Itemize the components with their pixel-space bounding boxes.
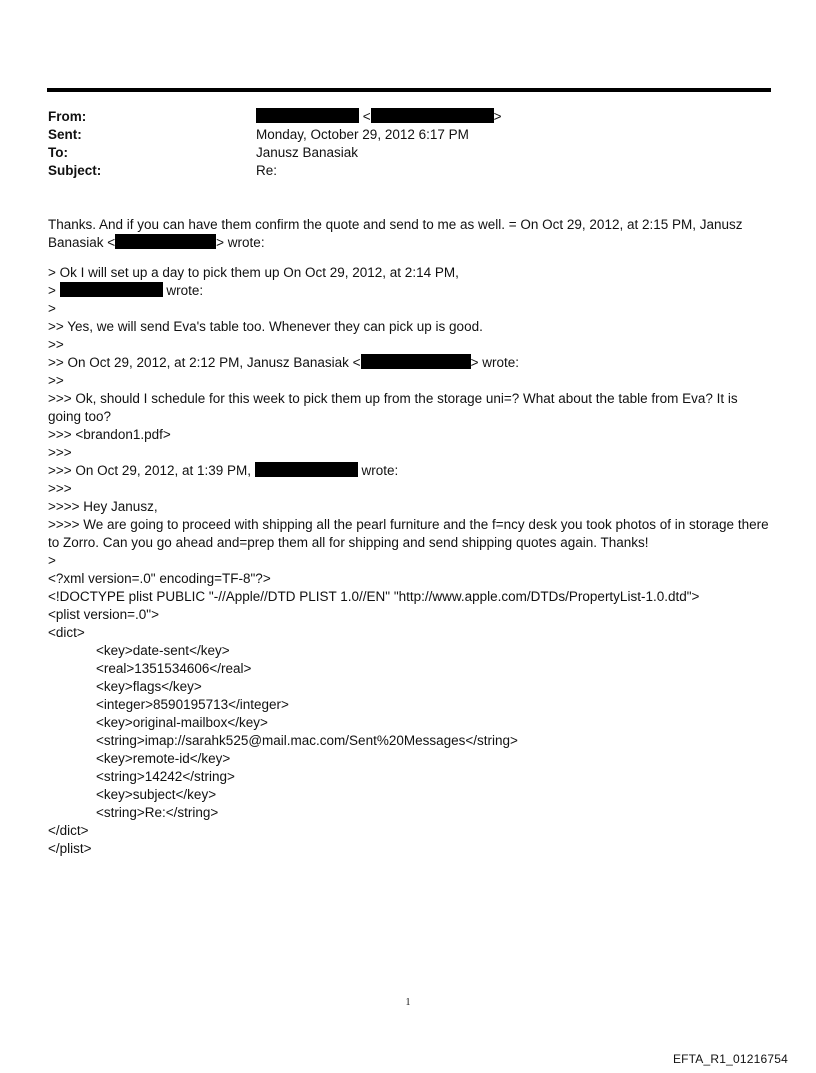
subject-value: Re:	[256, 163, 278, 178]
quote-text: >> On Oct 29, 2012, at 2:12 PM, Janusz Banasiak <	[48, 355, 361, 370]
quote-text: wrote:	[361, 463, 399, 478]
from-gt: >	[493, 109, 502, 124]
redaction	[60, 282, 163, 297]
quote-line: >>> Ok, should I schedule for this week to pick them up from the storage uni=? What about the table from Eva? It is going too?	[48, 391, 738, 424]
quote-line	[48, 462, 772, 480]
xml-line: <string>imap://sarahk525@mail.mac.com/Sent%20Messages</string>	[96, 733, 518, 748]
xml-line: <key>flags</key>	[96, 679, 202, 694]
redaction	[115, 234, 216, 249]
xml-line: <string>14242</string>	[96, 769, 235, 784]
email-header	[48, 108, 768, 180]
redaction	[371, 108, 494, 123]
sent-label: Sent:	[48, 127, 82, 142]
quote-line: >>	[48, 373, 64, 388]
xml-line: <key>remote-id</key>	[96, 751, 231, 766]
document-id: EFTA_R1_01216754	[672, 1052, 788, 1066]
xml-line: <key>subject</key>	[96, 787, 217, 802]
quote-line: >>	[48, 337, 64, 352]
quote-line: >>> <brandon1.pdf>	[48, 427, 171, 442]
xml-line: <!DOCTYPE plist PUBLIC "-//Apple//DTD PLIST 1.0//EN" "http://www.apple.com/DTDs/PropertyList-1.0.dtd">	[48, 589, 700, 604]
quote-line: >>>	[48, 445, 72, 460]
xml-line: </plist>	[48, 841, 92, 856]
subject-row	[48, 162, 768, 180]
header-rule	[47, 88, 771, 92]
quote-line: >>>	[48, 481, 72, 496]
quote-line: >>>> We are going to proceed with shipping all the pearl furniture and the f=ncy desk you took photos of in storage there to Zorro. Can you go ahead and=prep them all for shipping and send shipping quotes again. Thanks!	[48, 517, 769, 550]
xml-line: <key>original-mailbox</key>	[96, 715, 268, 730]
quote-text: >>> On Oct 29, 2012, at 1:39 PM,	[48, 463, 252, 478]
quote-line: >	[48, 301, 56, 316]
quote-line: > Ok I will set up a day to pick them up On Oct 29, 2012, at 2:14 PM,	[48, 265, 459, 280]
to-row	[48, 144, 768, 162]
redaction	[255, 462, 358, 477]
quote-text: > wrote:	[470, 355, 519, 370]
quote-line: >> Yes, we will send Eva's table too. Whenever they can pick up is good.	[48, 319, 483, 334]
subject-label: Subject:	[48, 163, 102, 178]
sent-row	[48, 126, 768, 144]
xml-line: <real>1351534606</real>	[96, 661, 252, 676]
body-text: Thanks. And if you can have them confirm the quote and send to me as well. = On Oct 29, 2012, at 2:15 PM, Janusz Banasiak <	[48, 217, 743, 250]
to-label: To:	[48, 145, 68, 160]
xml-line: <integer>8590195713</integer>	[96, 697, 289, 712]
quote-line	[48, 354, 772, 372]
sent-value: Monday, October 29, 2012 6:17 PM	[256, 127, 469, 142]
quote-text: >	[48, 283, 56, 298]
page-number: 1	[405, 997, 411, 1008]
quote-line: >	[48, 553, 56, 568]
from-label: From:	[48, 109, 87, 124]
redaction	[256, 108, 359, 123]
quote-line	[48, 282, 772, 300]
email-body	[48, 216, 772, 858]
quote-line: >>>> Hey Janusz,	[48, 499, 158, 514]
from-value	[256, 108, 502, 126]
body-text: > wrote:	[216, 235, 265, 250]
to-value: Janusz Banasiak	[256, 145, 359, 160]
xml-line: <plist version=.0">	[48, 607, 159, 622]
body-paragraph	[48, 216, 772, 252]
xml-line: <string>Re:</string>	[96, 805, 219, 820]
redaction	[361, 354, 471, 369]
xml-line: <key>date-sent</key>	[96, 643, 230, 658]
xml-line: </dict>	[48, 823, 89, 838]
xml-line: <?xml version=.0" encoding=TF-8"?>	[48, 571, 271, 586]
xml-line: <dict>	[48, 625, 85, 640]
from-lt: <	[362, 109, 371, 124]
from-row	[48, 108, 768, 126]
quote-text: wrote:	[166, 283, 204, 298]
spacer	[48, 252, 772, 264]
